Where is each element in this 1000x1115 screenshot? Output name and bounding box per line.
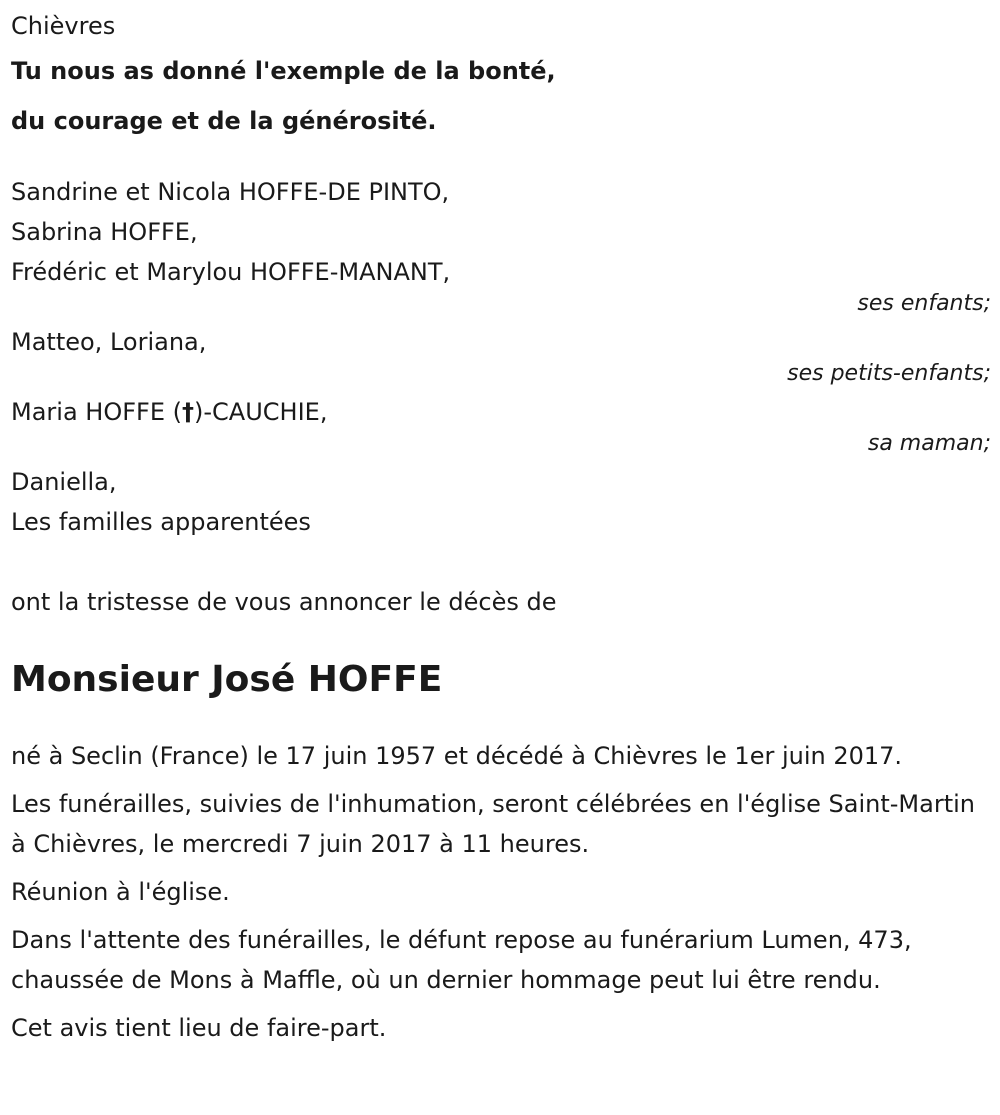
mother-role: sa maman; [867, 431, 991, 456]
grandchildren-role: ses petits-enfants; [787, 361, 991, 386]
detail-notice: Cet avis tient lieu de faire-part. [11, 1014, 387, 1042]
deceased-name: Monsieur José HOFFE [11, 659, 443, 700]
family-child-3: Frédéric et Marylou HOFFE-MANANT, [11, 258, 451, 286]
family-mother [11, 392, 991, 432]
family-other-1: Daniella, [11, 468, 117, 496]
city-name: Chièvres [11, 12, 116, 40]
obituary-notice [11, 0, 991, 1056]
family-list [11, 172, 991, 542]
detail-funeral: Les funérailles, suivies de l'inhumation, seront célébrées en l'église Saint-Martin à Chièvres, le mercredi 7 juin 2017 à 11 heures. [11, 790, 975, 858]
family-child-1: Sandrine et Nicola HOFFE-DE PINTO, [11, 178, 450, 206]
quote-line-1: Tu nous as donné l'exemple de la bonté, [11, 57, 556, 85]
family-other-2: Les familles apparentées [11, 508, 311, 536]
details-section [11, 736, 991, 1048]
cross-icon: † [182, 398, 194, 426]
detail-funerarium: Dans l'attente des funérailles, le défunt repose au funérarium Lumen, 473, chaussée de Mons à Maffle, où un dernier hommage peut lui être rendu. [11, 926, 912, 994]
quote-line-2: du courage et de la générosité. [11, 107, 437, 135]
family-child-2: Sabrina HOFFE, [11, 218, 198, 246]
detail-birth-death: né à Seclin (France) le 17 juin 1957 et décédé à Chièvres le 1er juin 2017. [11, 742, 903, 770]
announcement-text: ont la tristesse de vous annoncer le décès de [11, 588, 557, 616]
children-role: ses enfants; [857, 291, 991, 316]
mother-name-prefix: Maria HOFFE ( [11, 398, 182, 426]
mother-name-suffix: )-CAUCHIE, [194, 398, 328, 426]
family-grandchildren: Matteo, Loriana, [11, 328, 207, 356]
detail-meeting: Réunion à l'église. [11, 878, 230, 906]
